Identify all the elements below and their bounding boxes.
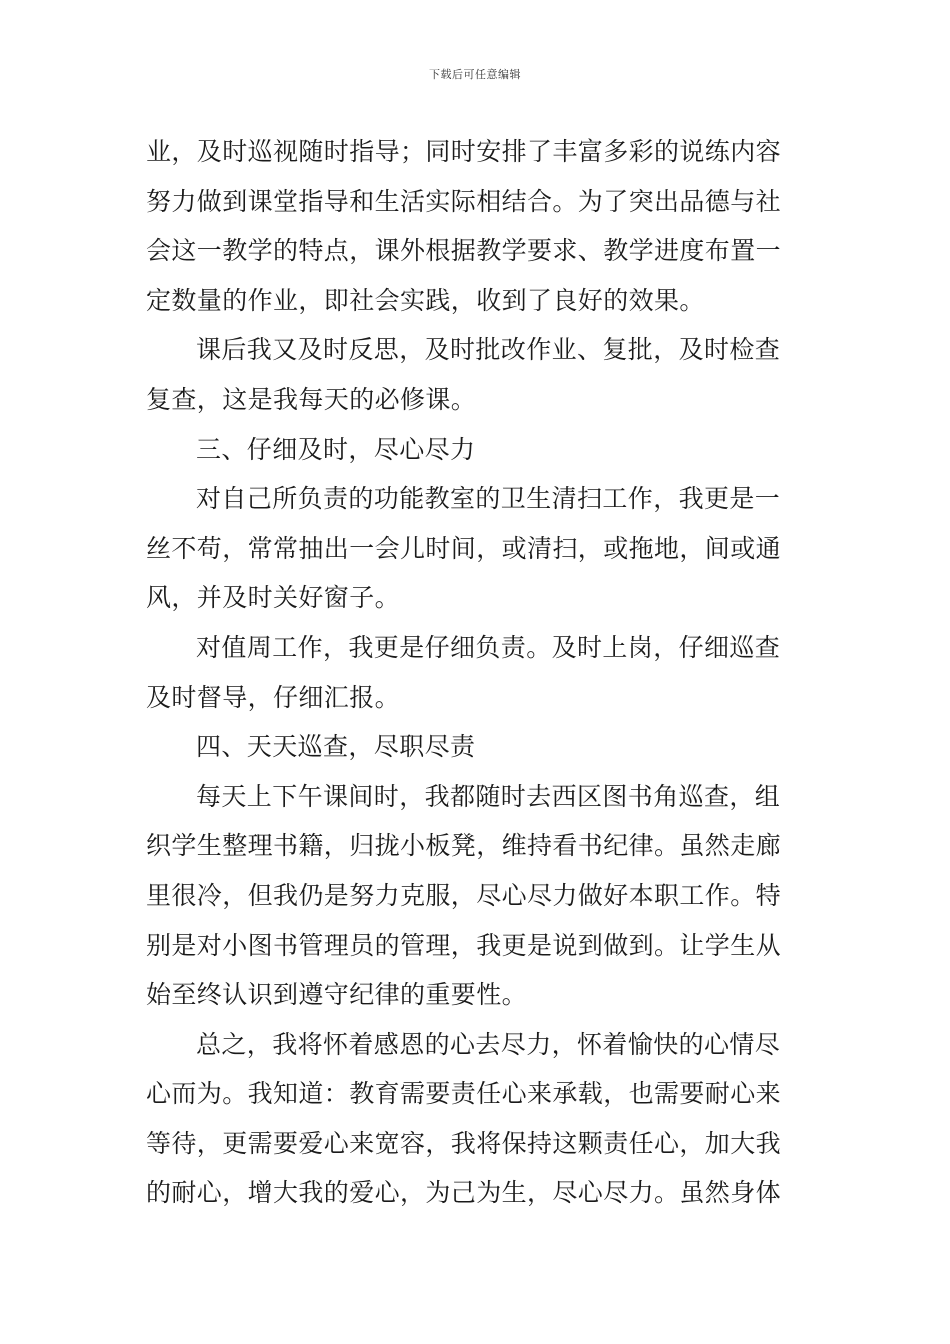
text-line: 及时督导，仔细汇报。 [146, 682, 401, 712]
text-line: 总之，我将怀着感恩的心去尽力，怀着愉快的心情尽 [196, 1029, 781, 1059]
section-heading: 三、仔细及时，尽心尽力 [196, 434, 476, 464]
text-line: 风，并及时关好窗子。 [146, 583, 401, 613]
text-line: 等待，更需要爱心来宽容，我将保持这颗责任心，加大我 [146, 1128, 782, 1158]
text-line: 丝不苟，常常抽出一会儿时间，或清扫，或拖地，间或通 [146, 533, 782, 563]
text-line: 里很冷，但我仍是努力克服，尽心尽力做好本职工作。特 [146, 880, 782, 910]
text-line: 复查，这是我每天的必修课。 [146, 384, 477, 414]
text-line: 会这一教学的特点，课外根据教学要求、教学进度布置一 [146, 236, 782, 266]
text-line: 业，及时巡视随时指导；同时安排了丰富多彩的说练内容 [146, 137, 782, 166]
text-line: 定数量的作业，即社会实践，收到了良好的效果。 [146, 285, 705, 315]
text-line: 课后我又及时反思，及时批改作业、复批，及时检查 [196, 335, 781, 365]
text-line: 对自己所负责的功能教室的卫生清扫工作，我更是一 [196, 484, 781, 514]
text-line: 织学生整理书籍，归拢小板凳，维持看书纪律。虽然走廊 [146, 831, 782, 861]
text-line: 的耐心，增大我的爱心，为己为生，尽心尽力。虽然身体 [146, 1178, 782, 1208]
section-heading: 四、天天巡查，尽职尽责 [196, 732, 476, 762]
header-note: 下载后可任意编辑 [429, 68, 521, 81]
document-body [146, 127, 806, 1218]
text-line: 心而为。我知道：教育需要责任心来承载，也需要耐心来 [146, 1079, 782, 1109]
text-line: 每天上下午课间时，我都随时去西区图书角巡查，组 [196, 781, 781, 811]
text-line: 别是对小图书管理员的管理，我更是说到做到。让学生从 [146, 930, 782, 960]
text-line: 努力做到课堂指导和生活实际相结合。为了突出品德与社 [146, 186, 782, 216]
text-line: 对值周工作，我更是仔细负责。及时上岗，仔细巡查 [196, 632, 781, 662]
text-line: 始至终认识到遵守纪律的重要性。 [146, 980, 528, 1010]
